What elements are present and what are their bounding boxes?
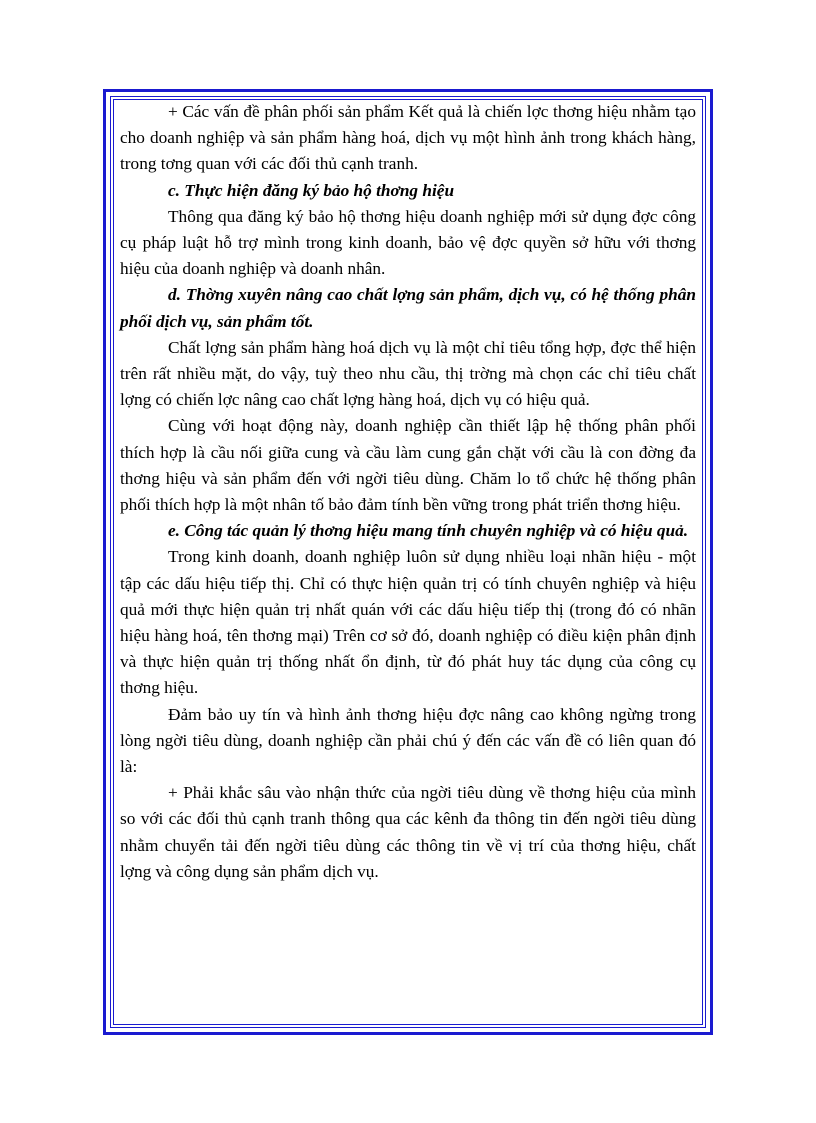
paragraph-awareness: + Phải khắc sâu vào nhận thức của ngời tiêu dùng về thơng hiệu của mình so với các đối thủ cạnh tranh thông qua các kênh đa thông tin đến ngời tiêu dùng nhằm chuyển tải đến ngời tiêu dùng các thông tin về vị trí của thơng hiệu, chất lợng và công dụng sản phẩm dịch vụ.	[120, 783, 696, 881]
paragraph-quality: Chất lợng sản phẩm hàng hoá dịch vụ là một chỉ tiêu tổng hợp, đợc thể hiện trên rất nhiều mặt, do vậy, tuỳ theo nhu cầu, thị trờng mà chọn các chỉ tiêu chất lợng có chiến lợc nâng cao chất lợng hàng hoá, dịch vụ có hiệu quả.	[120, 337, 696, 410]
heading-e-management: e. Công tác quản lý thơng hiệu mang tính chuyên nghiệp và có hiệu quả.	[168, 521, 689, 541]
paragraph-management: Trong kinh doanh, doanh nghiệp luôn sử dụng nhiều loại nhãn hiệu - một tập các dấu hiệu tiếp thị. Chỉ có thực hiện quản trị có tính chuyên nghiệp và hiệu quả mới thực hiện quản trị nhất quán với các dấu hiệu tiếp thị (trong đó có nhãn hiệu hàng hoá, tên thơng mại) Trên cơ sở đó, doanh nghiệp có điều kiện phân định và thực hiện quản trị thống nhất ổn định, từ đó phát huy tác dụng của công cụ thơng hiệu.	[120, 547, 696, 698]
document-body	[120, 99, 696, 885]
paragraph-registration: Thông qua đăng ký bảo hộ thơng hiệu doanh nghiệp mới sử dụng đợc công cụ pháp luật hỗ trợ mình trong kinh doanh, bảo vệ đợc quyền sở hữu với thơng hiệu của doanh nghiệp và doanh nhân.	[120, 206, 696, 279]
paragraph-distribution-system: Cùng với hoạt động này, doanh nghiệp cần thiết lập hệ thống phân phối thích hợp là cầu nối giữa cung và cầu làm cung gắn chặt với cầu là con đờng đa thơng hiệu và sản phẩm đến với ngời tiêu dùng. Chăm lo tổ chức hệ thống phân phối thích hợp là một nhân tố bảo đảm tính bền vững trong phát triển thơng hiệu.	[120, 416, 696, 515]
heading-d-quality: d. Thờng xuyên nâng cao chất lợng sản phẩm, dịch vụ, có hệ thống phân phối dịch vụ, sản phẩm tốt.	[120, 285, 696, 331]
heading-c-registration: c. Thực hiện đăng ký bảo hộ thơng hiệu	[168, 180, 455, 200]
paragraph-reputation: Đảm bảo uy tín và hình ảnh thơng hiệu đợc nâng cao không ngừng trong lòng ngời tiêu dùng, doanh nghiệp cần phải chú ý đến các vấn đề có liên quan đó là:	[120, 704, 696, 777]
paragraph-distribution: + Các vấn đề phân phối sản phẩm Kết quả là chiến lợc thơng hiệu nhằm tạo cho doanh nghiệp và sản phẩm hàng hoá, dịch vụ một hình ảnh trong khách hàng, trong tơng quan với các đối thủ cạnh tranh.	[120, 102, 696, 174]
